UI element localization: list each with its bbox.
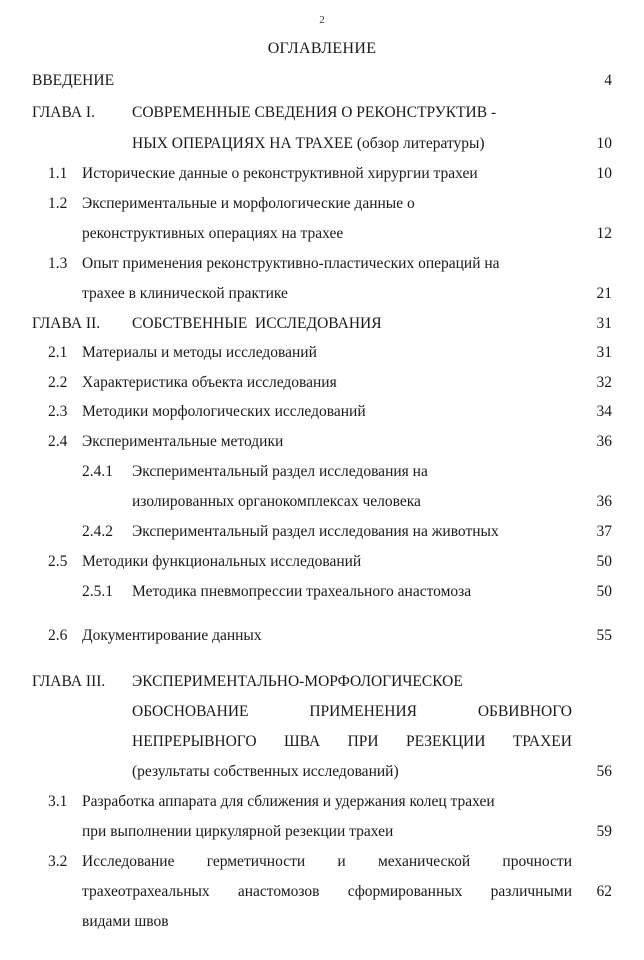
- title-word: герметичности: [206, 853, 306, 870]
- section-number: 2.6: [48, 627, 68, 644]
- section-number: 1.3: [48, 255, 68, 272]
- title-word: ШВА: [283, 733, 321, 750]
- chapter-title: НЫХ ОПЕРАЦИЯХ НА ТРАХЕЕ (обзор литературы): [132, 135, 485, 152]
- section-number: 2.2: [48, 374, 68, 391]
- title-word: и: [337, 853, 346, 870]
- toc-page: 62: [596, 883, 612, 900]
- subsection-title: Методика пневмопрессии трахеального анастомоза: [132, 583, 472, 600]
- toc-entry-3-1-cont: [0, 821, 644, 843]
- title-word: ПРИМЕНЕНИЯ: [309, 703, 418, 720]
- title-word: механической: [377, 853, 471, 870]
- subsection-title: Экспериментальный раздел исследования на животных: [132, 523, 499, 540]
- toc-page: 10: [596, 135, 612, 152]
- section-title: Документирование данных: [82, 627, 262, 644]
- toc-entry-2-4-1: [0, 461, 644, 483]
- toc-entry-2-3: [0, 401, 644, 423]
- section-number: 3.1: [48, 793, 68, 810]
- chapter-title-justified: [132, 731, 572, 753]
- toc-chapter-3-cont: [0, 731, 644, 753]
- toc-entry-1-2: [0, 193, 644, 215]
- toc-entry-2-4-2: [0, 521, 644, 543]
- section-title: трахее в клинической практике: [82, 285, 288, 302]
- toc-page: 21: [596, 285, 612, 302]
- toc-entry-3-2-cont: [0, 911, 644, 933]
- chapter-number: ГЛАВА III.: [32, 673, 106, 690]
- section-number: 2.5: [48, 553, 68, 570]
- section-title: Экспериментальные и морфологические данные о: [82, 195, 415, 212]
- toc-label: ВВЕДЕНИЕ: [32, 72, 115, 89]
- toc-chapter-2: [0, 313, 644, 335]
- section-title: Характеристика объекта исследования: [82, 374, 337, 391]
- toc-page: 50: [596, 583, 612, 600]
- section-title: Методики морфологических исследований: [82, 403, 366, 420]
- toc-entry-2-6: [0, 625, 644, 647]
- section-title: Экспериментальные методики: [82, 433, 284, 450]
- subsection-number: 2.4.1: [82, 463, 113, 480]
- toc-page: 59: [596, 823, 612, 840]
- section-title: Методики функциональных исследований: [82, 553, 362, 570]
- toc-entry-1-3-cont: [0, 283, 644, 305]
- toc-chapter-3: [0, 671, 644, 693]
- chapter-title: СОБСТВЕННЫЕ ИССЛЕДОВАНИЯ: [132, 315, 382, 332]
- section-title: Исторические данные о реконструктивной хирургии трахеи: [82, 165, 478, 182]
- toc-page: 4: [604, 72, 612, 89]
- chapter-number: ГЛАВА II.: [32, 315, 101, 332]
- title-word: ОБОСНОВАНИЕ: [132, 703, 249, 720]
- toc-page: 55: [596, 627, 612, 644]
- toc-page: 36: [596, 433, 612, 450]
- toc-page: 34: [596, 403, 612, 420]
- toc-entry-1-1: [0, 163, 644, 185]
- section-number: 1.2: [48, 195, 68, 212]
- page-title: ОГЛАВЛЕНИЕ: [267, 40, 377, 57]
- chapter-number: ГЛАВА I.: [32, 104, 95, 121]
- chapter-title: ЭКСПЕРИМЕНТАЛЬНО-МОРФОЛОГИЧЕСКОЕ: [132, 673, 463, 690]
- section-title: Разработка аппарата для сближения и удержания колец трахеи: [82, 793, 495, 810]
- toc-page: 12: [596, 225, 612, 242]
- section-number: 2.3: [48, 403, 68, 420]
- toc-entry-intro: [0, 70, 644, 92]
- toc-page: 36: [596, 493, 612, 510]
- title-word: Исследование: [82, 853, 175, 870]
- toc-entry-2-5-1: [0, 581, 644, 603]
- section-number: 1.1: [48, 165, 68, 182]
- title-word: анастомозов: [237, 883, 320, 900]
- toc-entry-2-5: [0, 551, 644, 573]
- section-title: при выполнении циркулярной резекции трахеи: [82, 823, 394, 840]
- toc-page: 32: [596, 374, 612, 391]
- section-title-justified: [82, 881, 572, 903]
- section-title: Материалы и методы исследований: [82, 344, 317, 361]
- toc-chapter-1: [0, 102, 644, 124]
- toc-page: 56: [596, 763, 612, 780]
- title-word: трахеотрахеальных: [82, 883, 210, 900]
- toc-page: 37: [596, 523, 612, 540]
- toc-entry-2-2: [0, 372, 644, 394]
- toc-chapter-1-cont: [0, 133, 644, 155]
- section-number: 2.4: [48, 433, 68, 450]
- toc-chapter-3-cont: [0, 701, 644, 723]
- subsection-number: 2.4.2: [82, 523, 113, 540]
- toc-entry-3-2: [0, 851, 644, 873]
- title-word: РЕЗЕКЦИИ: [405, 733, 486, 750]
- toc-page: 10: [596, 165, 612, 182]
- section-title: реконструктивных операциях на трахее: [82, 225, 344, 242]
- subsection-number: 2.5.1: [82, 583, 113, 600]
- toc-chapter-3-cont: [0, 761, 644, 783]
- section-number: 3.2: [48, 853, 68, 870]
- chapter-subtitle: (результаты собственных исследований): [132, 763, 399, 780]
- title-word: прочности: [502, 853, 572, 870]
- title-word: НЕПРЕРЫВНОГО: [132, 733, 257, 750]
- section-number: 2.1: [48, 344, 68, 361]
- toc-page: 50: [596, 553, 612, 570]
- title-word: ТРАХЕИ: [512, 733, 572, 750]
- section-title: видами швов: [82, 913, 169, 930]
- page-number: 2: [319, 14, 325, 26]
- toc-entry-2-4-1-cont: [0, 491, 644, 513]
- chapter-title-justified: [132, 701, 572, 723]
- title-word: сформированных: [347, 883, 463, 900]
- section-title-justified: [82, 851, 572, 873]
- title-word: ОБВИВНОГО: [477, 703, 572, 720]
- toc-entry-3-1: [0, 791, 644, 813]
- subsection-title: изолированных органокомплексах человека: [132, 493, 421, 510]
- title-word: ПРИ: [347, 733, 379, 750]
- toc-page: 31: [596, 315, 612, 332]
- toc-page: 31: [596, 344, 612, 361]
- toc-entry-2-1: [0, 342, 644, 364]
- section-title: Опыт применения реконструктивно-пластических операций на: [82, 255, 500, 272]
- toc-entry-2-4: [0, 431, 644, 453]
- subsection-title: Экспериментальный раздел исследования на: [132, 463, 428, 480]
- toc-entry-3-2-cont: [0, 881, 644, 903]
- toc-entry-1-2-cont: [0, 223, 644, 245]
- toc-entry-1-3: [0, 253, 644, 275]
- chapter-title: СОВРЕМЕННЫЕ СВЕДЕНИЯ О РЕКОНСТРУКТИВ -: [132, 104, 497, 121]
- title-word: различными: [490, 883, 572, 900]
